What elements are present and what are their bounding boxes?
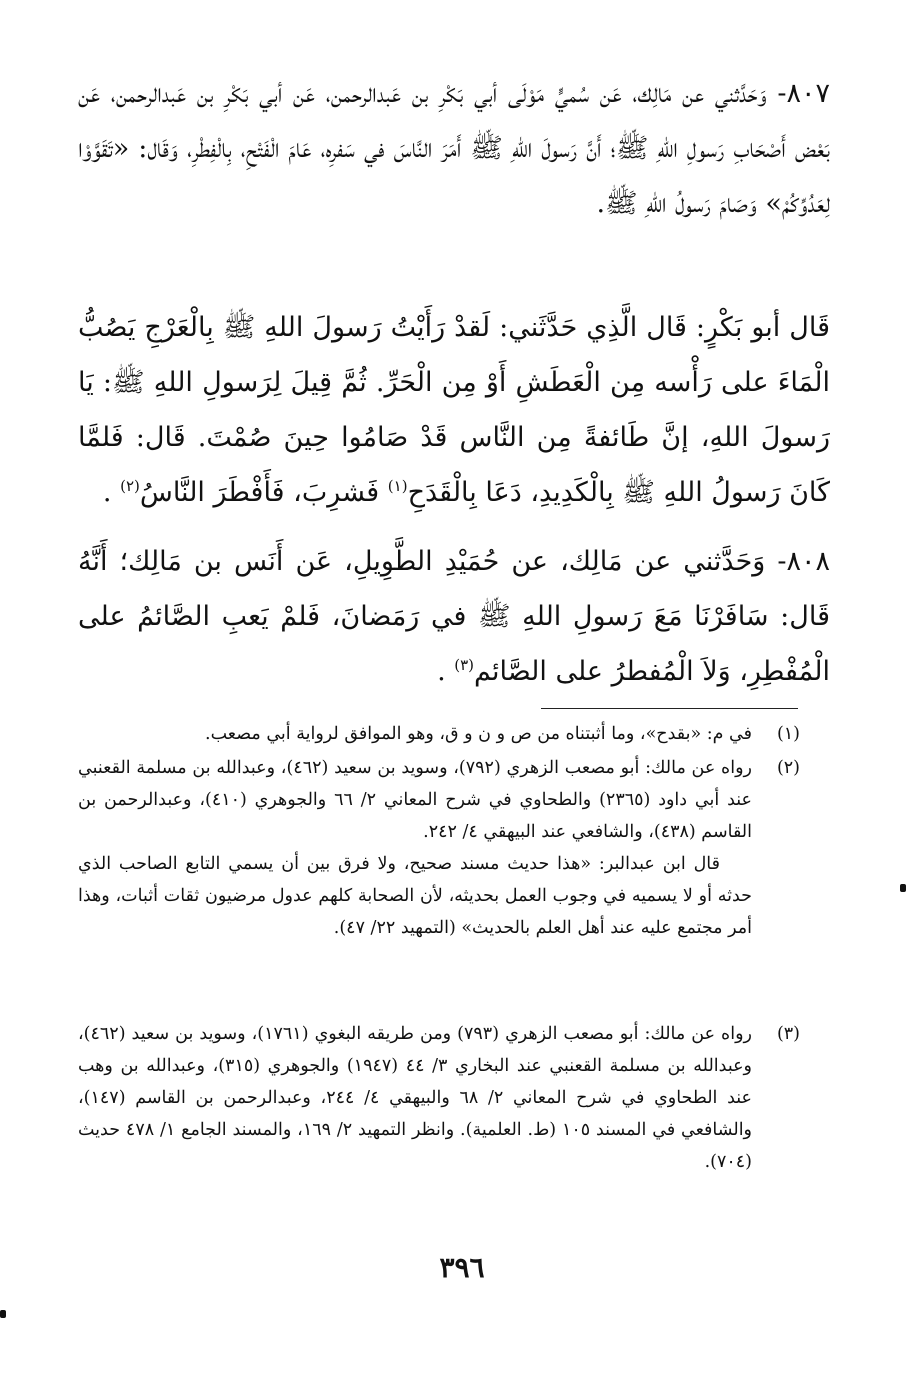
footnote-separator-rule: [541, 708, 798, 709]
footnote-3: [78, 1018, 800, 1178]
footnote-marker-2[interactable]: (٢): [120, 477, 140, 495]
footnote-1: [78, 718, 800, 750]
footnote-2-commentary: قال ابن عبدالبر: «هذا حديث مسند صحيح، ولا فرق بين أن يسمي التابع الصاحب الذي حدثه أو لا يسميه في وجوب العمل بحديثه، لأن الصحابة كلهم عدول مرضيون ثقات أثبات، وهذا أمر مجتمع عليه عند أهل العلم بالحديث» (التمهيد ٢٢/ ٤٧).: [78, 854, 752, 938]
scan-edge-mark: [0, 1310, 6, 1318]
hadith-808-text: ٨٠٨- وَحَدَّثني عن مَالِك، عن حُمَيْدِ الطَّوِيلِ، عَن أَنَس بن مَالِك؛ أَنَّهُ قَال: سَافَرْنَا مَعَ رَسولِ اللهِ ﷺ في رَمَضانَ، فَلمْ يَعبِ الصَّائمُ على الْمُفْطِرِ، وَلاَ الْمُفطرُ على الصَّائم: [78, 546, 830, 687]
hadith-807-text: ٨٠٧- وَحَدَّثني عن مَالِك، عَن سُميٍّ مَوْلَى أبي بَكْرِ بن عَبدالرحمن، عَن أبي بَكْرِ بن عَبدالرحمن، عَن بَعْض أَصْحَابِ رَسولِ اللهِ ﷺ؛ أَنَّ رَسولَ اللهِ ﷺ أَمَرَ النَّاسَ في سَفرِه، عَامَ الْفَتْحِ، بِالْفِطْرِ، وَقَال: «تَقَوَّوْا لِعَدُوِّكُمْ» وَصَامَ رَسولُ اللهِ ﷺ.: [78, 78, 830, 219]
footnote-2-text: رواه عن مالك: أبو مصعب الزهري (٧٩٢)، وسويد بن سعيد (٤٦٢)، وعبدالله بن مسلمة القعنبي عند أبي داود (٢٣٦٥) والطحاوي في شرح المعاني ٢/ ٦٦ والجوهري (٤١٠)، وعبدالرحمن بن القاسم (٤٣٨)، والشافعي عند البيهقي ٤/ ٢٤٢.: [78, 758, 752, 842]
footnote-1-number: (١): [776, 724, 800, 744]
continuation-text-end: .: [102, 477, 121, 508]
hadith-807-continuation-paragraph: [78, 300, 830, 520]
page-number: ٣٩٦: [439, 1251, 485, 1284]
footnote-3-text: رواه عن مالك: أبو مصعب الزهري (٧٩٣) ومن طريقه البغوي (١٧٦١)، وسويد بن سعيد (٤٦٢)، وعبدالله بن مسلمة القعنبي عند البخاري ٣/ ٤٤ (١٩٤٧) والجوهري (٣١٥)، وعبدالله بن وهب عند الطحاوي في شرح المعاني ٢/ ٦٨ والبيهقي ٤/ ٢٤٤، وعبدالرحمن بن القاسم (١٤٧)، والشافعي في المسند ١٠٥ (ط. العلمية). وانظر التمهيد ٢/ ١٦٩، والمسند الجامع ١/ ٤٧٨ حديث (٧٠٤).: [78, 1024, 753, 1172]
footnote-2: [78, 752, 800, 944]
footnote-1-text: في م: «بقدح»، وما أثبتناه من ص و ن و ق، وهو الموافق لرواية أبي مصعب.: [205, 724, 752, 744]
hadith-807-paragraph: [78, 66, 830, 231]
continuation-text-part2: فَشرِبَ، فَأَفْطَرَ النَّاسُ: [139, 477, 388, 508]
continuation-text-part1: قَال أبو بَكْرٍ: قَال الَّذِي حَدَّثَني: لَقدْ رَأَيْتُ رَسولَ اللهِ ﷺ بِالْعَرْجِ يَصُبُّ الْمَاءَ على رَأْسه مِن الْعَطَشِ أَوْ مِن الْحَرِّ. ثُمَّ قِيلَ لِرَسولِ اللهِ ﷺ: يَا رَسولَ اللهِ، إنَّ طَائفةً مِن النَّاس قَدْ صَامُوا حِينَ صُمْتَ. قَال: فَلمَّا كَانَ رَسولُ اللهِ ﷺ بِالْكَدِيدِ، دَعَا بِالْقَدَحِ: [78, 312, 830, 508]
hadith-808-paragraph: [78, 534, 830, 699]
footnote-marker-3[interactable]: (٣): [454, 656, 475, 674]
scan-edge-mark: [900, 884, 906, 892]
footnote-3-number: (٣): [776, 1024, 800, 1044]
footnote-2-number: (٢): [776, 758, 800, 778]
footnote-marker-1[interactable]: (١): [387, 477, 408, 495]
hadith-808-text-end: .: [437, 656, 455, 687]
